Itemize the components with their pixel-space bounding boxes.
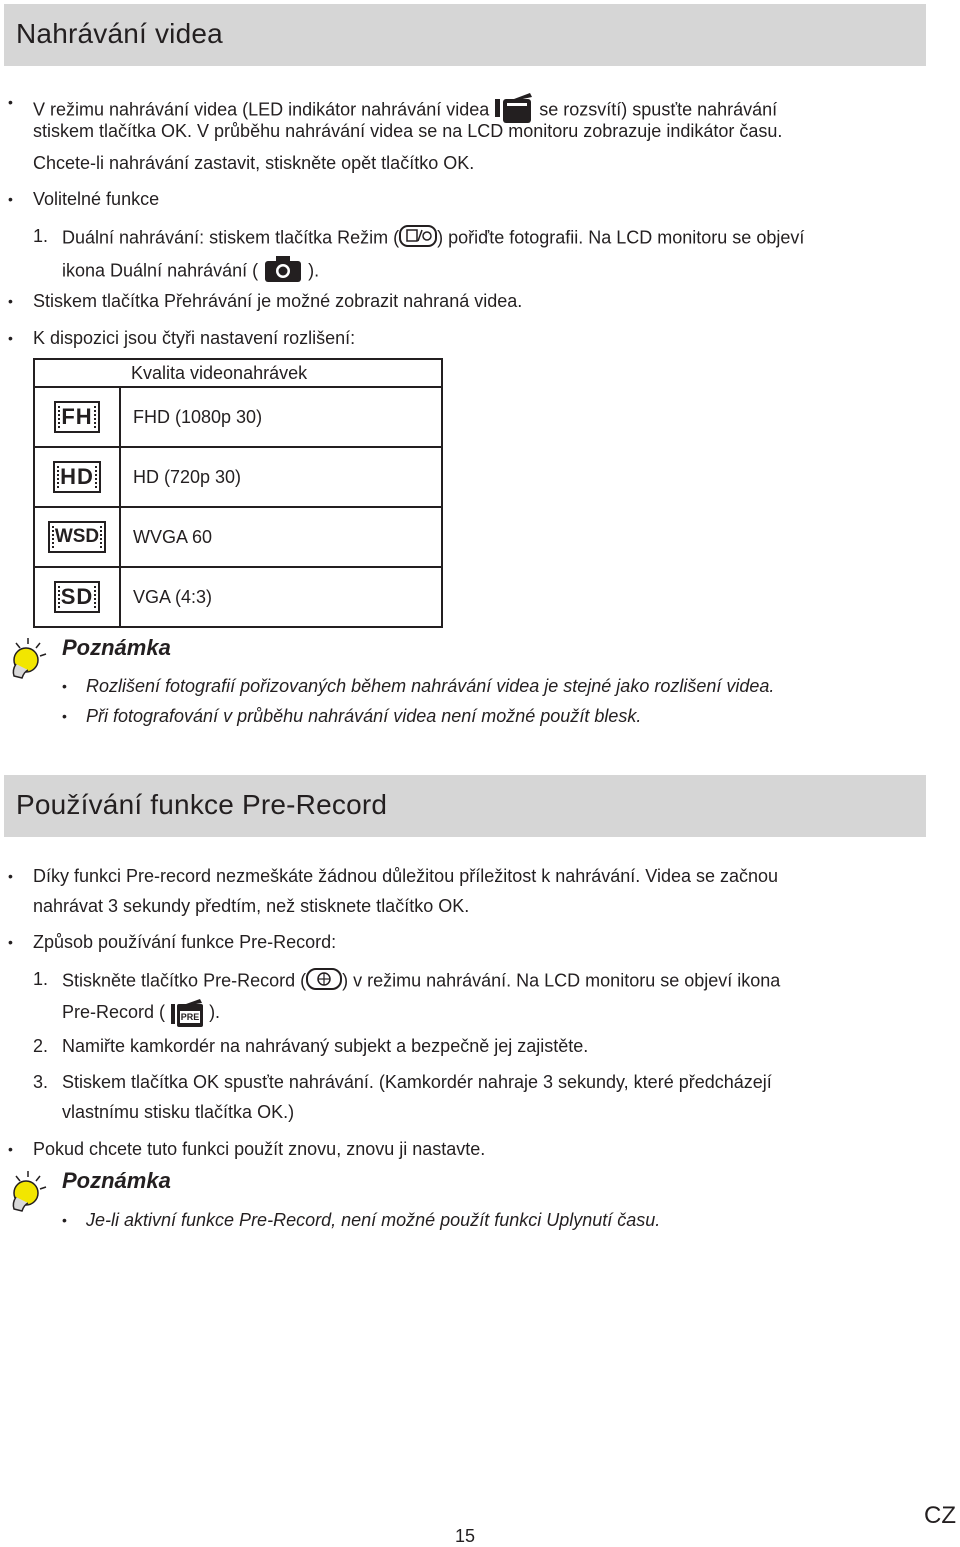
list-item-step3-cont: vlastnímu stisku tlačítka OK.) [62, 1102, 295, 1122]
sd-quality-icon: SD [34, 567, 120, 627]
list-item-dual-recording [62, 225, 804, 252]
table-cell: WVGA 60 [120, 507, 442, 567]
paragraph-line: Pokud chcete tuto funkci použít znovu, znovu ji nastavte. [33, 1139, 486, 1159]
bullet: • [8, 94, 13, 110]
bullet: • [62, 1212, 67, 1228]
mode-button-icon [399, 225, 437, 252]
list-number: 2. [33, 1036, 49, 1056]
pre-label: PRE [180, 1012, 200, 1022]
table-row [34, 387, 442, 447]
bullet: • [62, 708, 67, 724]
fhd-quality-icon: FH [34, 387, 120, 447]
lightbulb-icon [2, 1169, 50, 1222]
text: Duální nahrávání: stiskem tlačítka Režim ( [62, 227, 400, 248]
page-number: 15 [455, 1526, 476, 1546]
pre-record-button-icon [306, 968, 342, 995]
section-header-pre-record [4, 775, 926, 837]
video-quality-table [33, 358, 443, 628]
hd-quality-icon: HD [34, 447, 120, 507]
text: ) v režimu nahrávání. Na LCD monitoru se objeví ikona [342, 970, 781, 991]
bullet: • [8, 934, 13, 950]
bullet: • [8, 293, 13, 309]
paragraph-line: nahrávat 3 sekundy předtím, než stisknete tlačítko OK. [33, 896, 470, 916]
list-number: 3. [33, 1072, 49, 1092]
note-line: Je-li aktivní funkce Pre-Record, není možné použít funkci Uplynutí času. [86, 1210, 661, 1230]
pre-record-icon [170, 998, 204, 1028]
paragraph-line: Způsob používání funkce Pre-Record: [33, 932, 337, 952]
paragraph-line: Stiskem tlačítka Přehrávání je možné zobrazit nahraná videa. [33, 291, 523, 311]
camera-icon [263, 255, 303, 288]
paragraph-line: Díky funkci Pre-record nezmeškáte žádnou důležitou příležitost k nahrávání. Videa se začnou [33, 866, 779, 886]
text: ikona Duální nahrávání ( [62, 260, 259, 281]
paragraph-line: stiskem tlačítka OK. V průběhu nahrávání videa se na LCD monitoru zobrazuje indikátor času. [33, 121, 783, 141]
list-item-step2: Namiřte kamkordér na nahrávaný subjekt a bezpečně jej zajistěte. [62, 1036, 589, 1056]
paragraph-line: Chcete-li nahrávání zastavit, stiskněte opět tlačítko OK. [33, 153, 475, 173]
bullet: • [8, 868, 13, 884]
section-title: Nahrávání videa [16, 18, 223, 49]
lightbulb-icon [2, 636, 50, 689]
table-row [34, 567, 442, 627]
table-cell: VGA (4:3) [120, 567, 442, 627]
list-item-dual-recording-cont [62, 255, 319, 288]
text: ). [209, 1001, 221, 1022]
text: V režimu nahrávání videa (LED indikátor nahrávání videa [33, 99, 490, 120]
table-row [34, 447, 442, 507]
bullet: • [8, 1141, 13, 1157]
note-title: Poznámka [62, 635, 171, 660]
optional-features-label: Volitelné funkce [33, 189, 160, 209]
bullet: • [62, 678, 67, 694]
section-header-video-recording [4, 4, 926, 66]
text: Pre-Record ( [62, 1001, 166, 1022]
table-cell: HD (720p 30) [120, 447, 442, 507]
note-title: Poznámka [62, 1168, 171, 1193]
text: Stiskněte tlačítko Pre-Record ( [62, 970, 307, 991]
bullet: • [8, 330, 13, 346]
list-number: 1. [33, 969, 49, 989]
note-line: Při fotografování v průběhu nahrávání videa není možné použít blesk. [86, 706, 642, 726]
text: ) pořiďte fotografii. Na LCD monitoru se objeví [437, 227, 805, 248]
list-number: 1. [33, 226, 49, 246]
table-cell: FHD (1080p 30) [120, 387, 442, 447]
bullet: • [8, 191, 13, 207]
note-line: Rozlišení fotografií pořizovaných během nahrávání videa je stejné jako rozlišení videa. [86, 676, 775, 696]
section-title: Používání funkce Pre-Record [16, 789, 388, 820]
wsd-quality-icon: WSD [34, 507, 120, 567]
text: ). [308, 260, 320, 281]
paragraph-line: K dispozici jsou čtyři nastavení rozlišení: [33, 328, 356, 348]
table-header: Kvalita videonahrávek [34, 359, 442, 387]
list-item-step3: Stiskem tlačítka OK spusťte nahrávání. (Kamkordér nahraje 3 sekundy, které předcházejí [62, 1072, 772, 1092]
list-item-step1-cont [62, 998, 220, 1028]
text: se rozsvítí) spusťte nahrávání [539, 99, 778, 120]
language-code: CZ [924, 1502, 956, 1529]
table-row [34, 507, 442, 567]
list-item-step1 [62, 968, 780, 995]
